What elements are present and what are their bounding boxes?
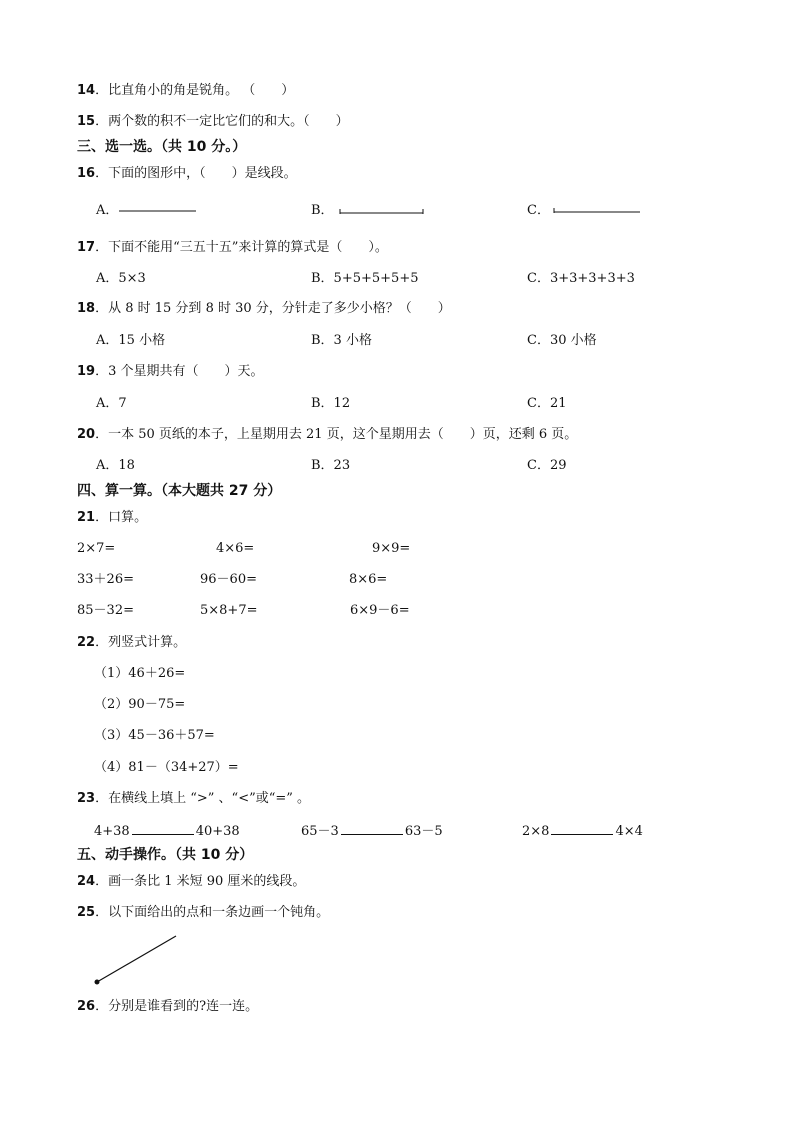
question-22 — [77, 635, 186, 651]
question-26 — [77, 999, 258, 1015]
option-b: B．3 小格 — [311, 333, 372, 348]
option-a: A． — [96, 203, 119, 218]
oral-calc-item: 33＋26= — [77, 572, 134, 587]
compare-left: 4+38 — [94, 824, 130, 839]
question-number: 23 — [77, 791, 96, 806]
question-number: 18 — [77, 301, 96, 316]
option-c: C．3+3+3+3+3 — [527, 271, 635, 286]
question-number: 14 — [77, 83, 96, 98]
question-25 — [77, 905, 329, 921]
question-text: ．画一条比 1 米短 90 厘米的线段。 — [95, 874, 306, 889]
question-text: ．两个数的积不一定比它们的和大。（ ） — [95, 114, 349, 129]
compare-right: 63－5 — [404, 824, 443, 839]
oral-calc-item: 4×6= — [216, 541, 255, 556]
section-heading-4: 四、算一算。（本大题共 27 分） — [77, 483, 282, 499]
question-15 — [77, 114, 349, 130]
compare-item — [522, 822, 643, 840]
oral-calc-item: 9×9= — [372, 541, 411, 556]
vertical-calc-item: （3）45－36＋57= — [94, 728, 215, 743]
compare-right: 40+38 — [195, 824, 240, 839]
segment-figure-a — [118, 205, 198, 215]
vertical-calc-item: （1）46＋26= — [94, 666, 186, 681]
question-text: ．分别是谁看到的?连一连。 — [95, 999, 259, 1014]
compare-item — [301, 822, 443, 840]
oral-calc-item: 96－60= — [200, 572, 257, 587]
question-number: 21 — [77, 510, 96, 525]
compare-left: 2×8 — [522, 824, 550, 839]
option-c: C．29 — [527, 458, 567, 473]
segment-figure-c — [552, 205, 642, 217]
oral-calc-item: 5×8+7= — [200, 603, 258, 618]
question-text: ．3 个星期共有（ ）天。 — [95, 364, 264, 379]
option-a: A．18 — [96, 458, 135, 473]
question-number: 24 — [77, 874, 96, 889]
question-20 — [77, 427, 577, 443]
question-text: ．口算。 — [95, 510, 148, 525]
question-19 — [77, 364, 264, 380]
section-heading-3: 三、选一选。（共 10 分。） — [77, 139, 247, 155]
question-number: 26 — [77, 999, 96, 1014]
question-text: ．比直角小的角是锐角。 （ ） — [95, 83, 295, 98]
vertical-calc-item: （4）81－（34+27）= — [94, 760, 239, 775]
question-21 — [77, 510, 147, 526]
option-c: C． — [527, 203, 550, 218]
option-c: C．30 小格 — [527, 333, 597, 348]
option-a: A．5×3 — [96, 271, 146, 286]
question-16 — [77, 166, 297, 182]
question-number: 16 — [77, 166, 96, 181]
option-b: B．23 — [311, 458, 351, 473]
question-number: 20 — [77, 427, 96, 442]
compare-left: 65－3 — [301, 824, 339, 839]
option-a: A．15 小格 — [96, 333, 166, 348]
answer-blank[interactable] — [132, 822, 194, 835]
question-17 — [77, 240, 388, 256]
question-number: 15 — [77, 114, 96, 129]
oral-calc-item: 85－32= — [77, 603, 134, 618]
question-text: ．下面不能用“三五十五”来计算的算式是（ ）。 — [95, 240, 388, 255]
question-number: 22 — [77, 635, 96, 650]
oral-calc-item: 6×9－6= — [350, 603, 410, 618]
question-text: ．列竖式计算。 — [95, 635, 187, 650]
question-text: ．一本 50 页纸的本子，上星期用去 21 页，这个星期用去（ ）页，还剩 6 页。 — [95, 427, 578, 442]
vertical-calc-item: （2）90－75= — [94, 697, 186, 712]
oral-calc-item: 8×6= — [349, 572, 388, 587]
question-number: 25 — [77, 905, 96, 920]
question-24 — [77, 874, 305, 890]
answer-blank[interactable] — [341, 822, 403, 835]
segment-figure-b — [338, 205, 426, 217]
question-text: ．以下面给出的点和一条边画一个钝角。 — [95, 905, 330, 920]
question-number: 17 — [77, 240, 96, 255]
option-c: C．21 — [527, 396, 567, 411]
option-a: A．7 — [96, 396, 127, 411]
compare-item — [94, 822, 240, 840]
question-23 — [77, 791, 310, 807]
question-text: ．在横线上填上 “>” 、“<”或“=” 。 — [95, 791, 311, 806]
compare-right: 4×4 — [615, 824, 643, 839]
question-14 — [77, 83, 294, 99]
question-18 — [77, 301, 451, 317]
oral-calc-item: 2×7= — [77, 541, 116, 556]
answer-blank[interactable] — [551, 822, 613, 835]
question-number: 19 — [77, 364, 96, 379]
option-b: B． — [311, 203, 334, 218]
section-heading-5: 五、动手操作。（共 10 分） — [77, 847, 254, 863]
angle-ray-figure — [90, 932, 182, 988]
option-b: B．5+5+5+5+5 — [311, 271, 419, 286]
option-b: B．12 — [311, 396, 351, 411]
question-text: ．下面的图形中，（ ）是线段。 — [95, 166, 297, 181]
question-text: ．从 8 时 15 分到 8 时 30 分，分针走了多少小格？（ ） — [95, 301, 451, 316]
